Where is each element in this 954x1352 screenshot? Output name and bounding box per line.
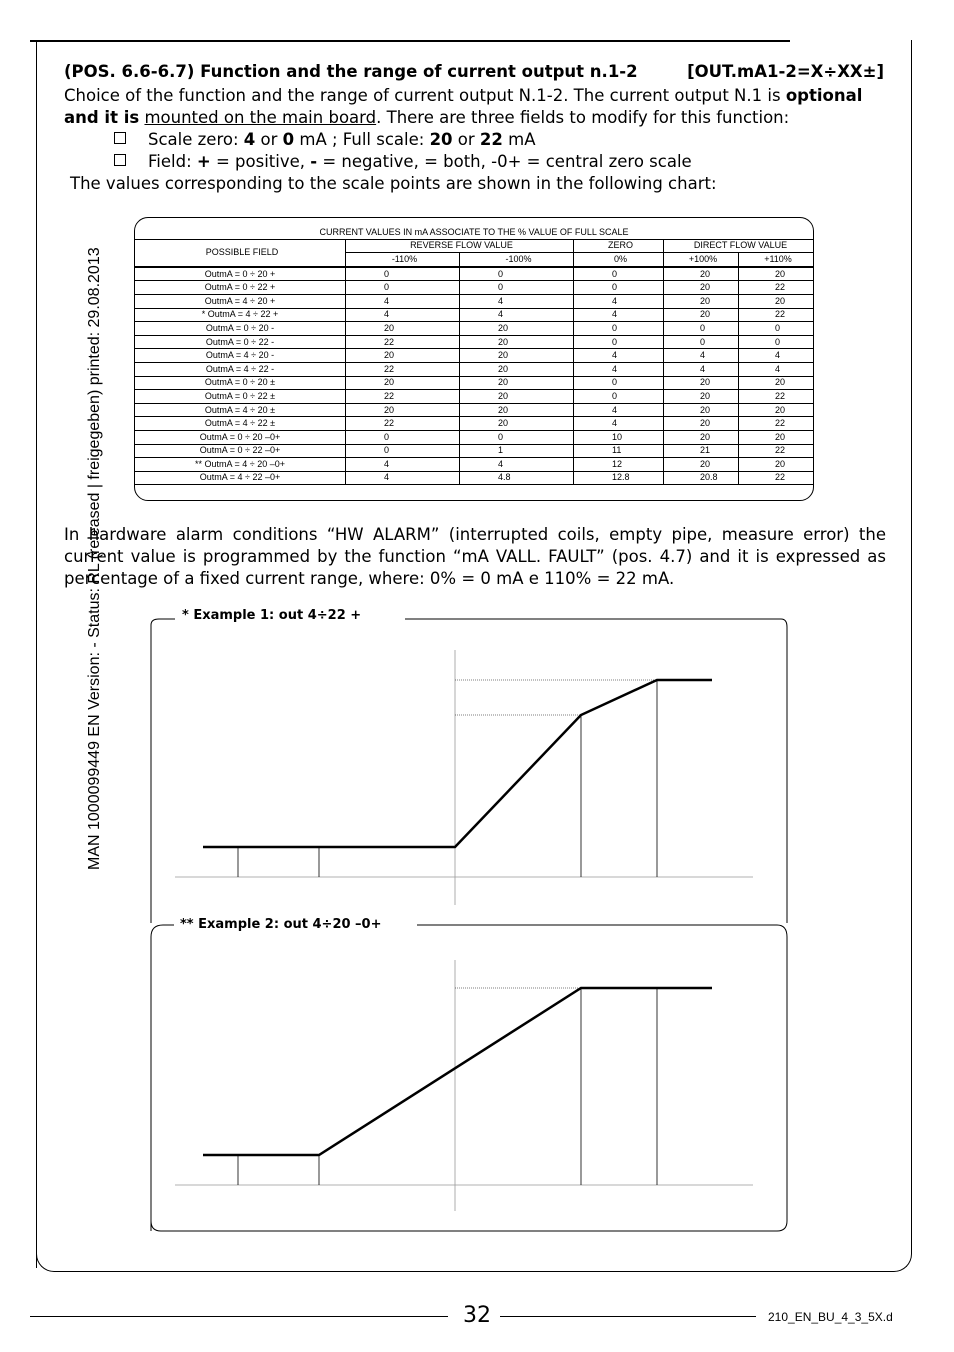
example-2-graph [145,915,795,1233]
frame-left-border [36,40,37,1268]
checkbox-square-icon [114,132,126,144]
table-cell-value: 22 [775,309,786,320]
graph-frame [151,619,175,923]
bullet-text: = negative, = both, -0+ = central zero scale [317,152,692,171]
table-row [135,294,813,308]
table-cell-field: OutmA = 0 ÷ 22 - [135,335,346,349]
table-cell-value: 22 [775,282,786,293]
table-cell-value: 0 [574,390,664,404]
checkbox-square-icon [114,154,126,166]
bullet-text: Scale zero: [148,130,244,149]
bullet-text: or [452,130,480,149]
table-cell-field: OutmA = 0 ÷ 20 + [135,267,346,281]
intro-paragraph [64,85,886,129]
sub-header: +110% [764,253,792,264]
table-cell-value: 20 [460,417,574,431]
table-cell-value: 0 [574,335,664,349]
table-cell-value: 20 [775,377,786,388]
table-cell-value: 20 [346,376,460,390]
bullet-bold: 20 [429,130,453,149]
document-filename: 210_EN_BU_4_3_5X.d [768,1310,893,1324]
table-cell-value: 0 [664,322,739,336]
table-cell-value: 0 [346,267,460,281]
chart-intro: The values corresponding to the scale points are shown in the following chart: [70,174,717,193]
table-row [135,349,813,363]
intro-text-1: Choice of the function and the range of current output N.1-2. The current output N.1 is [64,86,786,105]
frame-bottom-border [36,1244,912,1272]
table-cell-value: 21 [664,444,739,458]
table-cell-value: 22 [346,390,460,404]
bullet-bold: + [196,152,211,171]
example-1-graph [145,605,795,923]
table-cell-value: 0 [460,430,574,444]
table-cell-value: 20 [460,322,574,336]
col-zero: ZERO [574,239,664,253]
table-cell-value: 20 [664,267,739,281]
table-row [135,390,813,404]
table-cell-value: 4 [346,294,460,308]
table-cell-field: OutmA = 4 ÷ 22 –0+ [135,471,346,485]
table-cell-value: 20 [664,403,739,417]
table-row [135,335,813,349]
table-cell-value: 20 [460,349,574,363]
table-cell-value: 20 [775,458,786,469]
table-cell-field: OutmA = 0 ÷ 22 –0+ [135,444,346,458]
table-cell-value: 20 [346,403,460,417]
heading-title: (POS. 6.6-6.7) Function and the range of current output n.1-2 [64,62,638,81]
col-possible-field: POSSIBLE FIELD [135,239,346,267]
alarm-paragraph: In hardware alarm conditions “HW ALARM” (interrupted coils, empty pipe, measure error) the current value is programmed by the function “mA VALL. FAULT” (pos. 4.7) and it is expressed as percentage of a fixed current range, where: 0% = 0 mA e 110% = 22 mA. [64,525,886,588]
table-row [135,376,813,390]
table-cell-value: 22 [346,335,460,349]
table-cell-value: 4 [574,362,664,376]
table-cell-value: 4 [775,363,781,374]
graph-frame [405,619,787,923]
table-row [135,362,813,376]
table-cell-value: 0 [664,335,739,349]
table-cell-value: 4 [460,308,574,322]
table-cell-value: 0 [574,322,664,336]
frame-right-border [911,40,912,1245]
bullet-text: = positive, [210,152,311,171]
table-cell-value: 4 [574,417,664,431]
table-cell-field: OutmA = 0 ÷ 22 ± [135,390,346,404]
table-row [135,430,813,444]
table-cell-value: 22 [346,362,460,376]
table-row [135,267,813,281]
table-cell-value: 22 [346,417,460,431]
sub-header: +100% [664,253,739,267]
table-cell-value: 4 [664,349,739,363]
heading-parameter: [OUT.mA1-2=X÷XX±] [687,62,884,81]
table-row [135,471,813,485]
footer-rule-left [30,1316,448,1317]
table-cell-value: 4.8 [460,471,574,485]
output-curve [203,680,712,847]
table-cell-value: 10 [574,430,664,444]
example-1-title: * Example 1: out 4÷22 + [176,608,367,623]
bullet-bold: 0 [282,130,295,149]
table-cell-value: 22 [775,445,786,456]
sub-header: -110% [346,253,460,267]
table-cell-value: 20 [775,268,786,279]
table-cell-value: 4 [664,362,739,376]
footer-rule-right [500,1316,756,1317]
table-cell-value: 20.8 [664,471,739,485]
bullet-bold: - [310,152,318,171]
intro-underline: mounted on the main board [144,108,377,127]
table-cell-value: 20 [460,403,574,417]
bullet-scale [114,129,535,151]
table-cell-value: 0 [574,376,664,390]
table-cell-value: 0 [346,444,460,458]
table-row [135,458,813,472]
table-row [135,417,813,431]
page-number: 32 [463,1303,491,1328]
table-cell-field: OutmA = 0 ÷ 20 - [135,322,346,336]
bullet-text: or [255,130,283,149]
table-row [135,444,813,458]
sub-header: 0% [574,253,664,267]
table-cell-value: 4 [346,471,460,485]
table-cell-value: 11 [574,444,664,458]
table-cell-value: 12.8 [574,471,664,485]
table-cell-value: 0 [346,281,460,295]
table-cell-field: ** OutmA = 4 ÷ 20 –0+ [135,458,346,472]
bullet-bold: 4 [243,130,256,149]
table-row [135,281,813,295]
graph-frame [151,925,175,1231]
table-cell-value: 1 [460,444,574,458]
bullet-bold: 22 [479,130,503,149]
table-cell-value: 4 [346,458,460,472]
section-heading [64,62,886,81]
col-direct-flow: DIRECT FLOW VALUE [664,239,814,253]
table-cell-value: 20 [775,431,786,442]
table-cell-field: OutmA = 4 ÷ 20 - [135,349,346,363]
table-cell-value: 20 [460,390,574,404]
bullet-field [114,151,692,173]
table-cell-value: 22 [775,418,786,429]
table-cell-field: OutmA = 0 ÷ 20 ± [135,376,346,390]
sub-header: -100% [460,253,574,267]
table-cell-value: 4 [574,349,664,363]
example-2-title: ** Example 2: out 4÷20 –0+ [174,917,388,932]
table-cell-value: 12 [574,458,664,472]
table-cell-value: 20 [664,458,739,472]
table-cell-value: 20 [460,335,574,349]
table-cell-field: OutmA = 0 ÷ 22 + [135,281,346,295]
table-cell-field: OutmA = 4 ÷ 20 + [135,294,346,308]
table-cell-value: 20 [460,362,574,376]
table-cell-value: 20 [664,281,739,295]
table-cell-value: 0 [460,281,574,295]
table-cell-field: OutmA = 4 ÷ 22 ± [135,417,346,431]
table-row [135,322,813,336]
col-reverse-flow: REVERSE FLOW VALUE [346,239,574,253]
table-cell-field: OutmA = 4 ÷ 22 - [135,362,346,376]
top-rule [30,40,790,42]
table-cell-value: 4 [346,308,460,322]
table-cell-value: 20 [664,294,739,308]
bullet-text: Field: [148,152,197,171]
table-cell-field: * OutmA = 4 ÷ 22 + [135,308,346,322]
table-cell-field: OutmA = 0 ÷ 20 –0+ [135,430,346,444]
table-cell-value: 20 [346,322,460,336]
table-cell-value: 20 [664,376,739,390]
table-cell-value: 20 [460,376,574,390]
table-cell-value: 0 [775,336,781,347]
table-caption: CURRENT VALUES IN mA ASSOCIATE TO THE % VALUE OF FULL SCALE [319,226,629,237]
table-cell-value: 0 [775,322,781,333]
table-cell-value: 0 [574,281,664,295]
table-cell-value: 4 [574,403,664,417]
table-cell-value: 20 [775,404,786,415]
table-cell-field: OutmA = 4 ÷ 20 ± [135,403,346,417]
intro-bold: optional and it is [64,86,863,127]
table-cell-value: 4 [775,350,781,361]
table-cell-value: 4 [574,294,664,308]
output-curve [203,988,712,1155]
table-row [135,403,813,417]
table-cell-value: 20 [664,417,739,431]
table-cell-value: 20 [775,295,786,306]
table-cell-value: 22 [775,390,786,401]
table-cell-value: 4 [460,458,574,472]
table-cell-value: 4 [574,308,664,322]
bullet-text: mA ; Full scale: [294,130,430,149]
document-status-vertical: MAN 1000099449 EN Version: - Status: RL (released | freigegeben) printed: 29.08.2013 [86,247,103,870]
table-cell-value: 20 [664,308,739,322]
table-cell-value: 20 [346,349,460,363]
current-values-table [135,226,813,485]
table-cell-value: 22 [775,472,786,483]
table-cell-value: 0 [460,267,574,281]
table-cell-value: 20 [664,390,739,404]
table-cell-value: 20 [664,430,739,444]
intro-text-3: . There are three fields to modify for this function: [376,108,790,127]
table-cell-value: 4 [460,294,574,308]
table-row [135,308,813,322]
table-body [135,267,813,485]
table-cell-value: 0 [574,267,664,281]
table-cell-value: 0 [346,430,460,444]
bullet-text: mA [502,130,536,149]
